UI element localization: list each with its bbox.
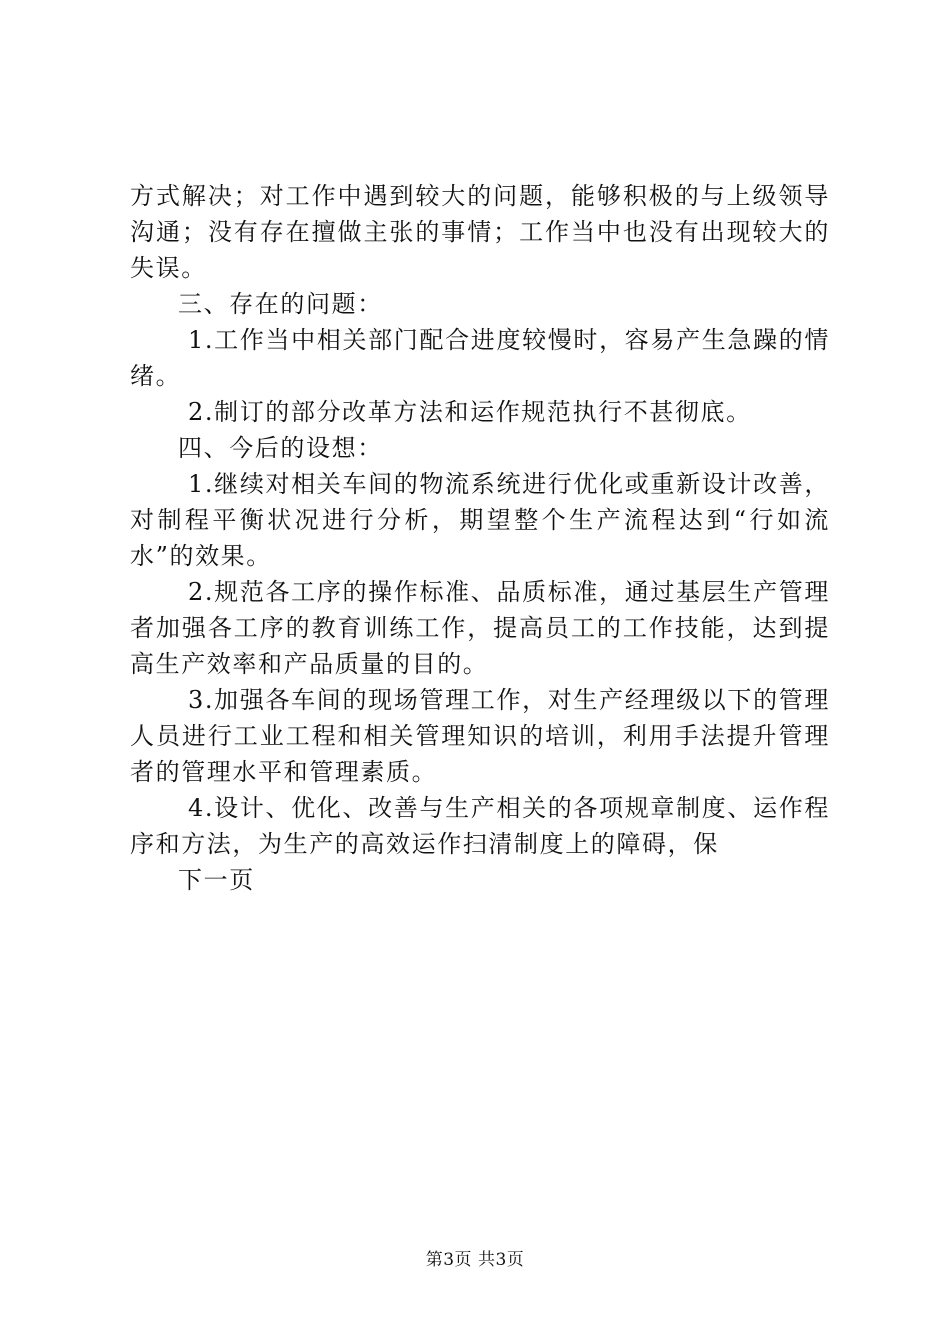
plan-item-4: 4.设计、优化、改善与生产相关的各项规章制度、运作程序和方法，为生产的高效运作扫清制度上的障碍，保: [130, 794, 830, 858]
problem-item-1: 1.工作当中相关部门配合进度较慢时，容易产生急躁的情绪。: [130, 326, 830, 390]
paragraph-continuation: 方式解决；对工作中遇到较大的问题，能够积极的与上级领导沟通；没有存在擅做主张的事情；工作当中也没有出现较大的失误。: [130, 182, 830, 282]
next-page-link[interactable]: 下一页: [178, 866, 255, 894]
section-heading-plans: 四、今后的设想：: [178, 434, 383, 462]
problem-item-2: 2.制订的部分改革方法和运作规范执行不甚彻底。: [188, 398, 752, 426]
plan-item-2: 2.规范各工序的操作标准、品质标准，通过基层生产管理者加强各工序的教育训练工作，提高员工的工作技能，达到提高生产效率和产品质量的目的。: [130, 578, 830, 678]
document-body: [130, 178, 830, 898]
plan-item-3: 3.加强各车间的现场管理工作，对生产经理级以下的管理人员进行工业工程和相关管理知识的培训，利用手法提升管理者的管理水平和管理素质。: [130, 686, 830, 786]
plan-item-1: 1.继续对相关车间的物流系统进行优化或重新设计改善，对制程平衡状况进行分析，期望整个生产流程达到“行如流水”的效果。: [130, 470, 830, 570]
section-heading-problems: 三、存在的问题：: [178, 290, 383, 318]
page-footer: 第3页 共3页: [425, 1250, 525, 1270]
